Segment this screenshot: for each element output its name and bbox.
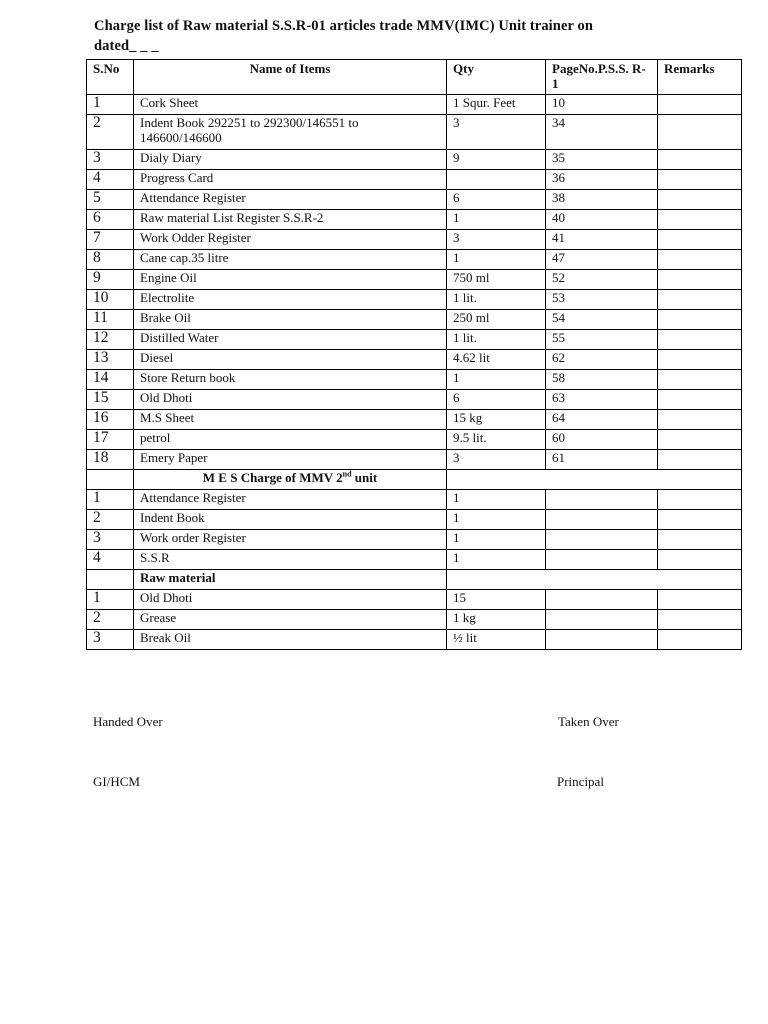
row-sno: 10: [87, 290, 134, 310]
section-title-blank: [87, 470, 134, 490]
table-row: [87, 210, 742, 230]
table-row: [87, 410, 742, 430]
row-qty: 6: [447, 390, 546, 410]
row-page-no: 58: [546, 370, 658, 390]
row-qty: 1: [447, 210, 546, 230]
table-body: [87, 95, 742, 650]
row-remarks: [658, 590, 742, 610]
row-page-no: 61: [546, 450, 658, 470]
row-qty: 1: [447, 510, 546, 530]
row-sno: 12: [87, 330, 134, 350]
row-remarks: [658, 550, 742, 570]
row-item-name: Indent Book: [134, 510, 447, 530]
row-remarks: [658, 270, 742, 290]
table-row: [87, 430, 742, 450]
table-row: [87, 530, 742, 550]
row-item-name: Diesel: [134, 350, 447, 370]
row-page-no: [546, 590, 658, 610]
row-remarks: [658, 430, 742, 450]
table-row: [87, 510, 742, 530]
table-row: [87, 190, 742, 210]
row-page-no: 10: [546, 95, 658, 115]
row-item-name: Engine Oil: [134, 270, 447, 290]
table-row: [87, 370, 742, 390]
row-remarks: [658, 350, 742, 370]
row-page-no: 60: [546, 430, 658, 450]
row-item-name: Indent Book 292251 to 292300/146551 to 146600/146600: [134, 115, 447, 150]
row-item-name: Emery Paper: [134, 450, 447, 470]
row-page-no: 40: [546, 210, 658, 230]
row-remarks: [658, 230, 742, 250]
row-item-name: M.S Sheet: [134, 410, 447, 430]
table-row: [87, 630, 742, 650]
row-remarks: [658, 115, 742, 150]
row-remarks: [658, 450, 742, 470]
row-item-name: Attendance Register: [134, 190, 447, 210]
row-qty: 9.5 lit.: [447, 430, 546, 450]
charge-list-table: [86, 59, 742, 650]
row-sno: 15: [87, 390, 134, 410]
row-item-name: Break Oil: [134, 630, 447, 650]
row-sno: 1: [87, 490, 134, 510]
header-row: [87, 60, 742, 95]
section-mes-charge-title: [134, 470, 447, 490]
row-sno: 3: [87, 530, 134, 550]
row-remarks: [658, 330, 742, 350]
row-sno: 3: [87, 150, 134, 170]
row-item-name: Old Dhoti: [134, 390, 447, 410]
row-item-name: Electrolite: [134, 290, 447, 310]
row-sno: 13: [87, 350, 134, 370]
table-row: [87, 150, 742, 170]
row-qty: [447, 170, 546, 190]
row-qty: 750 ml: [447, 270, 546, 290]
header-sno: S.No: [87, 60, 134, 95]
row-page-no: 38: [546, 190, 658, 210]
row-sno: 5: [87, 190, 134, 210]
section-title-rest: [447, 470, 742, 490]
row-item-name: Work order Register: [134, 530, 447, 550]
row-qty: 1 lit.: [447, 290, 546, 310]
row-qty: 1: [447, 370, 546, 390]
row-item-name: Store Return book: [134, 370, 447, 390]
row-qty: 1 Squr. Feet: [447, 95, 546, 115]
row-remarks: [658, 410, 742, 430]
row-item-name: Progress Card: [134, 170, 447, 190]
row-qty: 1: [447, 550, 546, 570]
row-qty: 9: [447, 150, 546, 170]
row-remarks: [658, 250, 742, 270]
row-remarks: [658, 150, 742, 170]
gi-hcm-label: GI/HCM: [93, 774, 140, 789]
row-page-no: 55: [546, 330, 658, 350]
row-page-no: [546, 530, 658, 550]
row-sno: 6: [87, 210, 134, 230]
taken-over-label: Taken Over: [558, 714, 619, 729]
row-sno: 9: [87, 270, 134, 290]
row-page-no: 64: [546, 410, 658, 430]
row-sno: 14: [87, 370, 134, 390]
table-row: [87, 310, 742, 330]
row-page-no: [546, 550, 658, 570]
title-line-2: dated_ _ _: [94, 38, 159, 54]
row-sno: 1: [87, 590, 134, 610]
table-row: [87, 230, 742, 250]
row-item-name: Cane cap.35 litre: [134, 250, 447, 270]
title-line-1: Charge list of Raw material S.S.R-01 articles trade MMV(IMC) Unit trainer on: [94, 18, 594, 34]
row-page-no: 34: [546, 115, 658, 150]
row-sno: 11: [87, 310, 134, 330]
handed-over-label: Handed Over: [93, 714, 163, 729]
row-page-no: 52: [546, 270, 658, 290]
row-sno: 2: [87, 115, 134, 150]
table-row: [87, 330, 742, 350]
row-page-no: 47: [546, 250, 658, 270]
row-qty: 1 lit.: [447, 330, 546, 350]
row-qty: ½ lit: [447, 630, 546, 650]
header-page: PageNo.P.S.S. R-1: [546, 60, 658, 95]
row-item-name: Cork Sheet: [134, 95, 447, 115]
row-sno: 7: [87, 230, 134, 250]
row-qty: 4.62 lit: [447, 350, 546, 370]
row-qty: 3: [447, 115, 546, 150]
row-page-no: 35: [546, 150, 658, 170]
row-qty: 3: [447, 230, 546, 250]
section-title-row: [87, 570, 742, 590]
row-item-name: Old Dhoti: [134, 590, 447, 610]
row-remarks: [658, 310, 742, 330]
row-sno: 8: [87, 250, 134, 270]
row-sno: 1: [87, 95, 134, 115]
row-page-no: [546, 630, 658, 650]
row-page-no: [546, 490, 658, 510]
row-sno: 2: [87, 510, 134, 530]
row-remarks: [658, 370, 742, 390]
row-page-no: [546, 510, 658, 530]
row-sno: 18: [87, 450, 134, 470]
section-title-text: M E S Charge of MMV 2: [202, 470, 343, 485]
row-page-no: 36: [546, 170, 658, 190]
header-name: Name of Items: [134, 60, 447, 95]
row-page-no: [546, 610, 658, 630]
row-item-name: Work Odder Register: [134, 230, 447, 250]
row-sno: 4: [87, 170, 134, 190]
header-qty: Qty: [447, 60, 546, 95]
row-remarks: [658, 190, 742, 210]
row-remarks: [658, 630, 742, 650]
row-sno: 17: [87, 430, 134, 450]
section-title-rest: [447, 570, 742, 590]
row-qty: 1 kg: [447, 610, 546, 630]
row-remarks: [658, 390, 742, 410]
row-qty: 1: [447, 250, 546, 270]
row-item-name: Brake Oil: [134, 310, 447, 330]
row-item-name: Distilled Water: [134, 330, 447, 350]
row-qty: 1: [447, 530, 546, 550]
section-title-superscript: nd: [342, 469, 352, 479]
row-sno: 2: [87, 610, 134, 630]
row-page-no: 53: [546, 290, 658, 310]
table-row: [87, 550, 742, 570]
row-qty: 15: [447, 590, 546, 610]
table-row: [87, 250, 742, 270]
table-row: [87, 350, 742, 370]
row-page-no: 54: [546, 310, 658, 330]
section-title-row: [87, 470, 742, 490]
header-remarks: Remarks: [658, 60, 742, 95]
row-page-no: 62: [546, 350, 658, 370]
table-row: [87, 610, 742, 630]
document-title: [94, 16, 714, 56]
row-remarks: [658, 290, 742, 310]
row-remarks: [658, 610, 742, 630]
section-raw-material-title: Raw material: [134, 570, 447, 590]
row-qty: 6: [447, 190, 546, 210]
row-remarks: [658, 210, 742, 230]
row-page-no: 63: [546, 390, 658, 410]
table-row: [87, 450, 742, 470]
row-item-name: petrol: [134, 430, 447, 450]
table-row: [87, 390, 742, 410]
row-qty: 1: [447, 490, 546, 510]
table-row: [87, 95, 742, 115]
table-row: [87, 590, 742, 610]
row-qty: 250 ml: [447, 310, 546, 330]
table-row: [87, 490, 742, 510]
row-item-name: Attendance Register: [134, 490, 447, 510]
row-remarks: [658, 490, 742, 510]
table-row: [87, 170, 742, 190]
row-sno: 3: [87, 630, 134, 650]
row-sno: 4: [87, 550, 134, 570]
row-remarks: [658, 510, 742, 530]
row-sno: 16: [87, 410, 134, 430]
row-qty: 15 kg: [447, 410, 546, 430]
table-row: [87, 115, 742, 150]
table-row: [87, 290, 742, 310]
section-title-tail: unit: [351, 470, 378, 485]
row-qty: 3: [447, 450, 546, 470]
section-title-blank: [87, 570, 134, 590]
row-page-no: 41: [546, 230, 658, 250]
row-item-name: Dialy Diary: [134, 150, 447, 170]
table-row: [87, 270, 742, 290]
row-remarks: [658, 170, 742, 190]
row-item-name: S.S.R: [134, 550, 447, 570]
row-remarks: [658, 95, 742, 115]
principal-label: Principal: [557, 774, 604, 789]
row-item-name: Raw material List Register S.S.R-2: [134, 210, 447, 230]
row-remarks: [658, 530, 742, 550]
row-item-name: Grease: [134, 610, 447, 630]
